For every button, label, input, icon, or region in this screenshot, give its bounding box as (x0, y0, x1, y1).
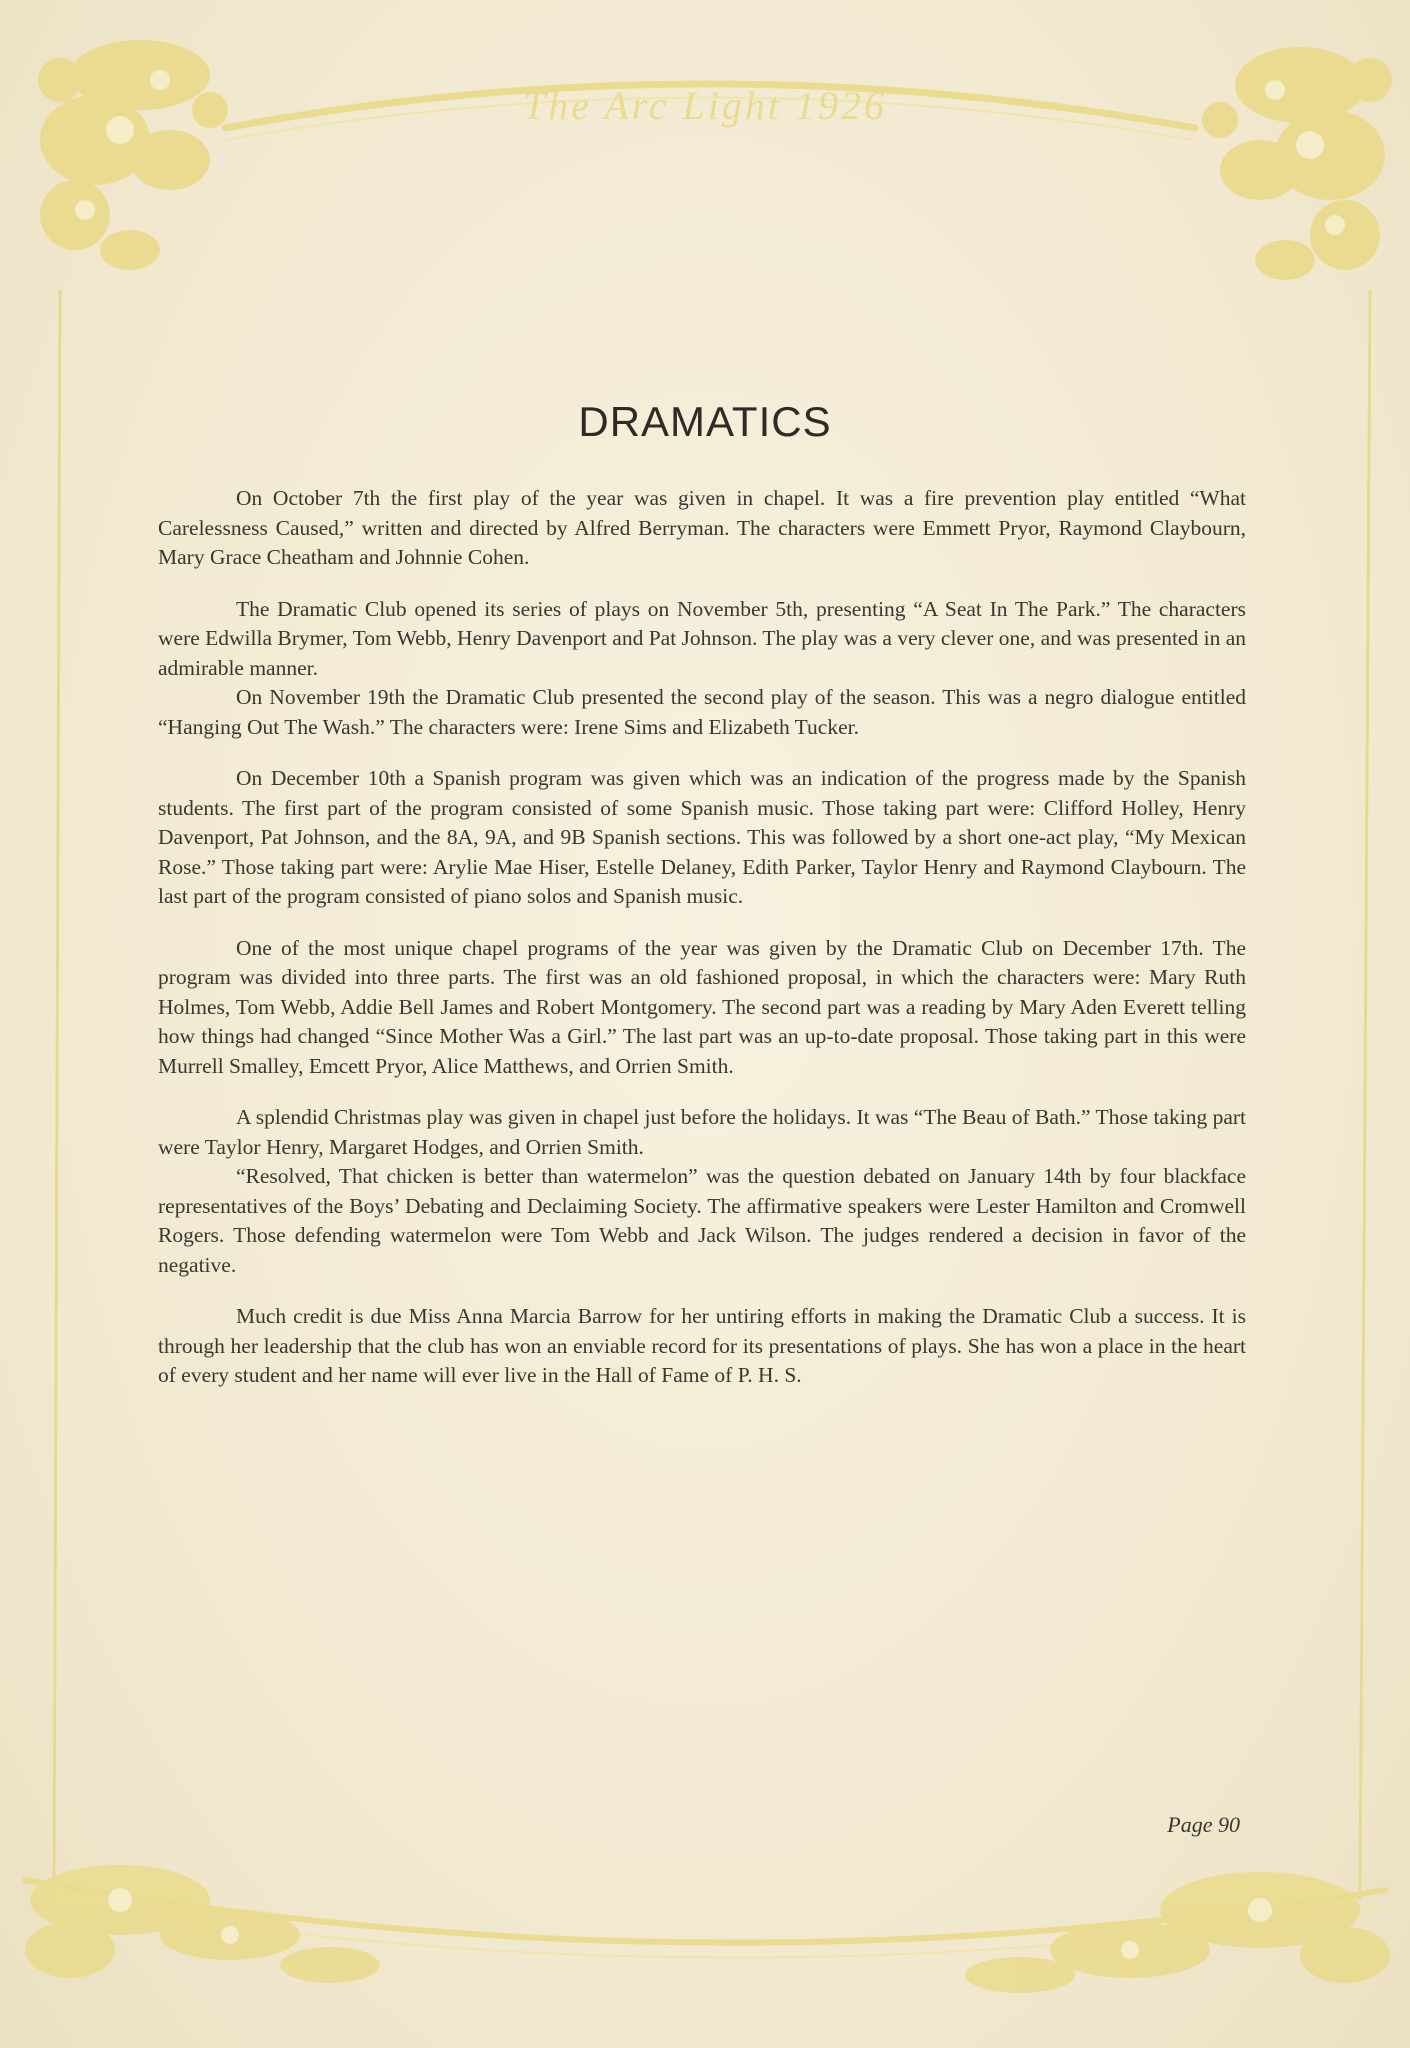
page-title: DRAMATICS (578, 398, 832, 445)
paragraph-spanish-program: On December 10th a Spanish program was given which was an indication of the progress made by the Spanish students. The first part of the program consisted of some Spanish music. Those taking part were: Clifford Holley, Henry Davenport, Pat Johnson, and the 8A, 9A, and 9B Spanish sections. This was followed by a short one-act play, “My Mexican Rose.” Those taking part were: Arylie Mae Hiser, Estelle Delaney, Edith Parker, Taylor Henry and Raymond Claybourn. The last part of the program consisted of piano solos and Spanish music. (158, 766, 1246, 908)
paragraph-christmas-play: A splendid Christmas play was given in chapel just before the holidays. It was “The Beau of Bath.” Those taking part were Taylor Henry, Margaret Hodges, and Orrien Smith. (158, 1105, 1246, 1159)
article-body (158, 484, 1246, 1391)
running-header: The Arc Light 1926 (522, 83, 888, 128)
paragraph-seat-in-the-park: The Dramatic Club opened its series of plays on November 5th, presenting “A Seat In The Park.” The characters were Edwilla Brymer, Tom Webb, Henry Davenport and Pat Johnson. The play was a very clever one, and was presented in an admirable manner. (158, 596, 1246, 680)
paragraph-fire-prevention-play: On October 7th the first play of the year was given in chapel. It was a fire prevention play entitled “What Carelessness Caused,” written and directed by Alfred Berryman. The characters were Emmett Pryor, Raymond Claybourn, Mary Grace Cheatham and Johnnie Cohen. (158, 486, 1246, 569)
paragraph-december-17th-program: One of the most unique chapel programs of the year was given by the Dramatic Club on December 17th. The program was divided into three parts. The first was an old fashioned proposal, in which the characters were: Mary Ruth Holmes, Tom Webb, Addie Bell James and Robert Montgomery. The second part was a reading by Mary Aden Everett telling how things had changed “Since Mother Was a Girl.” The last part was an up-to-date proposal. Those taking part in this were Murrell Smalley, Emcett Pryor, Alice Matthews, and Orrien Smith. (158, 935, 1246, 1078)
paragraph-hanging-out-the-wash: On November 19th the Dramatic Club presented the second play of the season. This was a negro dialogue entitled “Hanging Out The Wash.” The characters were: Irene Sims and Elizabeth Tucker. (158, 685, 1246, 739)
paragraph-debate: “Resolved, That chicken is better than watermelon” was the question debated on January 14th by four blackface representatives of the Boys’ Debating and Declaiming Society. The affirmative speakers were Lester Hamilton and Cromwell Rogers. Those defending watermelon were Tom Webb and Jack Wilson. The judges rendered a decision in favor of the negative. (158, 1164, 1246, 1277)
top-left-floral-ornament (38, 40, 228, 270)
paragraph-credit-miss-barrow: Much credit is due Miss Anna Marcia Barrow for her untiring efforts in making the Dramatic Club a success. It is through her leadership that the club has won an enviable record for its presentations of plays. She has won a place in the heart of every student and her name will ever live in the Hall of Fame of P. H. S. (158, 1304, 1246, 1387)
page-number: Page 90 (1167, 1812, 1240, 1837)
